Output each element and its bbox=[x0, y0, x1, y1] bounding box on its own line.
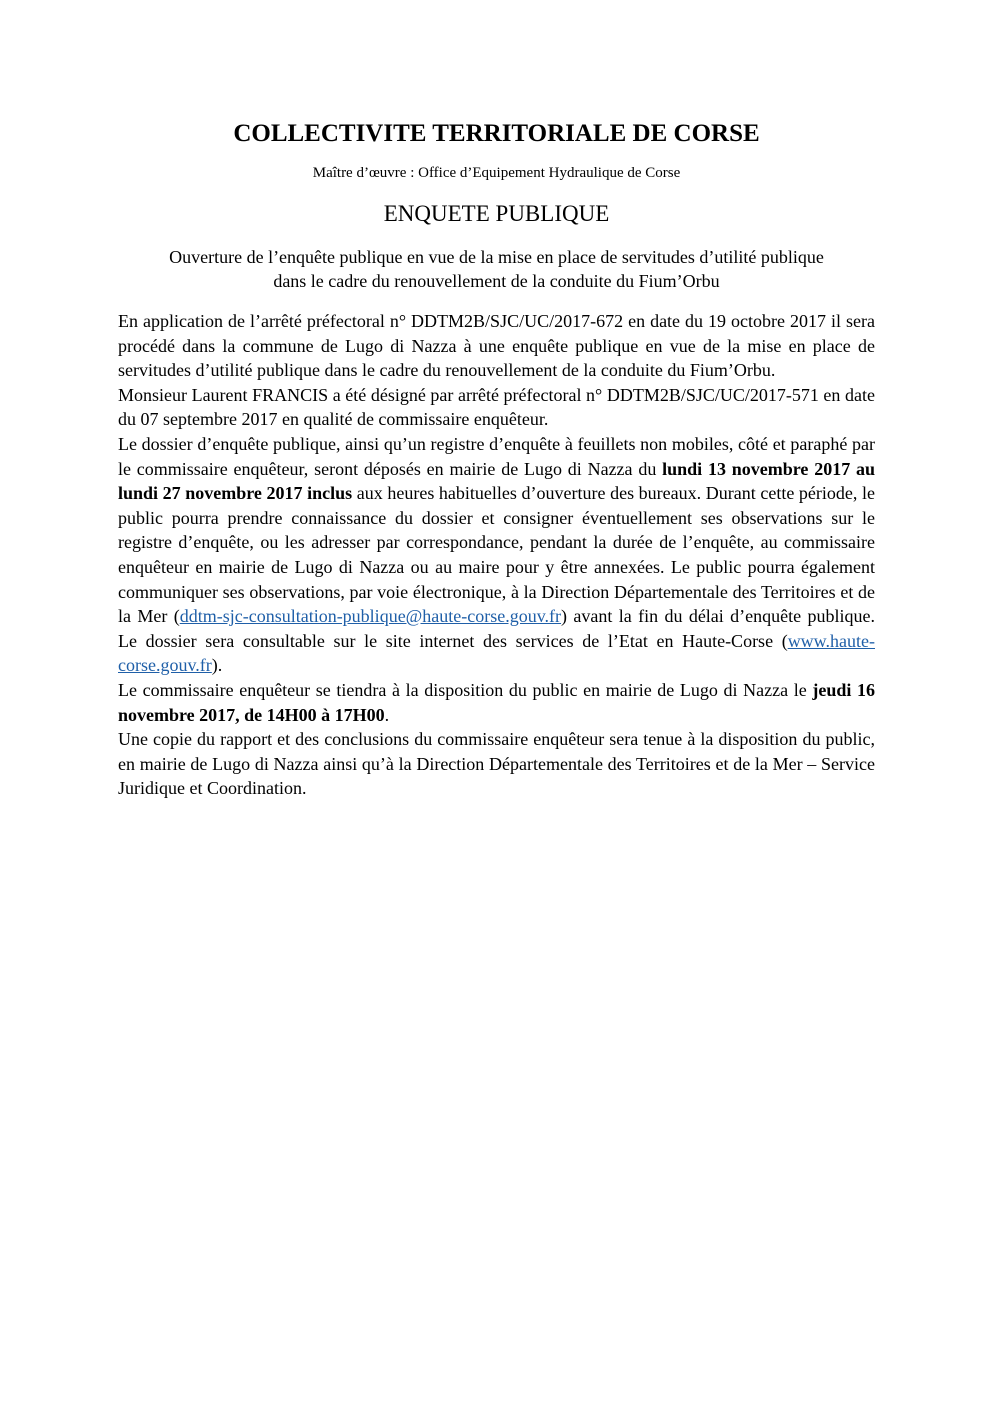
intro-line-2: dans le cadre du renouvellement de la conduite du Fium’Orbu bbox=[273, 271, 720, 291]
notice-intro bbox=[120, 245, 873, 293]
permanence-text-b: . bbox=[384, 704, 390, 725]
paragraph-commissioner: Monsieur Laurent FRANCIS a été désigné par arrêté préfectoral n° DDTM2B/SJC/UC/2017-571 en date du 07 septembre 2017 en qualité de commissaire enquêteur. bbox=[118, 384, 875, 430]
notice-body bbox=[118, 309, 875, 801]
paragraph-decree: En application de l’arrêté préfectoral n° DDTM2B/SJC/UC/2017-672 en date du 19 octobre 2017 il sera procédé dans la commune de Lugo di Nazza à une enquête publique en vue de la mise en place de servitudes d’utilité publique dans le cadre du renouvellement de la conduite du Fium’Orbu. bbox=[118, 311, 875, 381]
paragraph-report: Une copie du rapport et des conclusions du commissaire enquêteur sera tenue à la disposition du public, en mairie de Lugo di Nazza ainsi qu’à la Direction Départementale des Territoires et de la Mer – Service Juridique et Coordination. bbox=[118, 729, 875, 799]
document-title: COLLECTIVITE TERRITORIALE DE CORSE bbox=[233, 120, 760, 147]
dossier-text-d: ). bbox=[211, 655, 223, 676]
dossier-text-c: ) avant la fin du délai d’enquête publique. Le dossier sera consultable sur le site internet des services de l’Etat en Haute-Corse ( bbox=[118, 606, 875, 651]
permanence-text-a: Le commissaire enquêteur se tiendra à la disposition du public en mairie de Lugo di Nazza le bbox=[118, 679, 813, 700]
dossier-text-b: aux heures habituelles d’ouverture des bureaux. Durant cette période, le public pourra prendre connaissance du dossier et consigner éventuellement ses observations sur le registre d’enquête, ou les adresser par correspondance, pendant la durée de l’enquête, au commissaire enquêteur en mairie de Lugo di Nazza ou au maire pour y être annexées. Le public pourra également communiquer ses observations, par voie électronique, à la Direction Départementale des Territoires et de la Mer ( bbox=[118, 483, 875, 627]
notice-heading: ENQUETE PUBLIQUE bbox=[383, 201, 610, 226]
website-link[interactable]: www.haute-corse.gouv.fr bbox=[118, 630, 875, 676]
inquiry-dates: lundi 13 novembre 2017 au lundi 27 novembre 2017 inclus bbox=[118, 458, 876, 504]
paragraph-permanence bbox=[118, 678, 875, 727]
dossier-text-a: Le dossier d’enquête publique, ainsi qu’un registre d’enquête à feuillets non mobiles, côté et paraphé par le commissaire enquêteur, seront déposés en mairie de Lugo di Nazza du bbox=[118, 433, 875, 479]
permanence-date: jeudi 16 novembre 2017, de 14H00 à 17H00 bbox=[118, 679, 875, 725]
project-owner-line: Maître d’œuvre : Office d’Equipement Hydraulique de Corse bbox=[312, 165, 681, 181]
email-link[interactable]: ddtm-sjc-consultation-publique@haute-corse.gouv.fr bbox=[179, 606, 562, 627]
paragraph-dossier bbox=[118, 432, 875, 678]
intro-line-1: Ouverture de l’enquête publique en vue de la mise en place de servitudes d’utilité publique bbox=[169, 247, 824, 267]
